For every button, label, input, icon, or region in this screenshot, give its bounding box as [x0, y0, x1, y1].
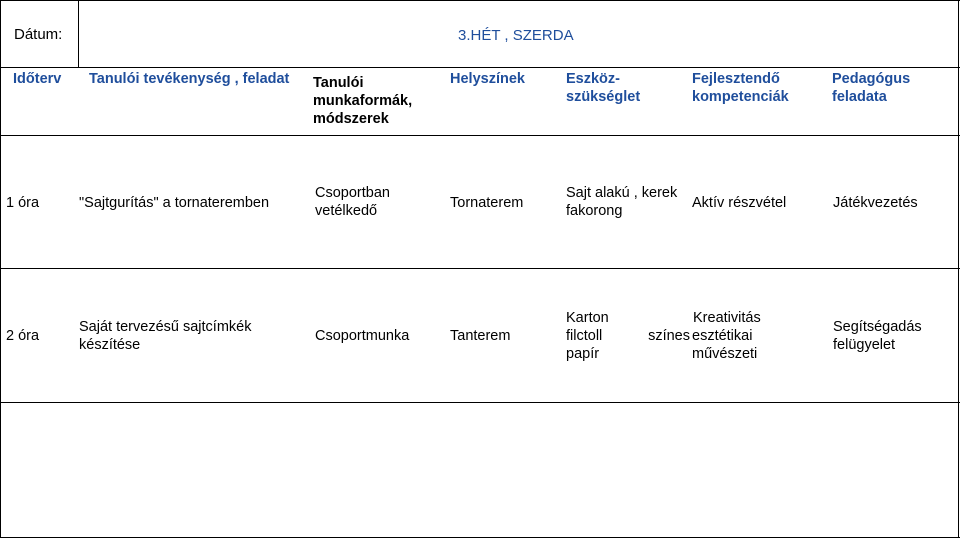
date-label: Dátum: — [14, 26, 63, 43]
table-line-after-title — [0, 67, 960, 68]
col-header-time: Időterv — [13, 71, 62, 87]
table-border-bottom — [0, 537, 960, 538]
page-title: 3.HÉT , SZERDA — [458, 27, 574, 44]
table-border-right — [958, 0, 959, 538]
col-header-teacher: Pedagógus feladata — [832, 71, 911, 105]
row1-tools: Sajt alakú , kerek fakorong — [566, 185, 678, 219]
date-divider — [78, 0, 79, 67]
row2-tools: Karton filctoll színes papír — [566, 310, 690, 362]
table-border-left — [0, 0, 1, 538]
col-header-location: Helyszínek — [450, 71, 525, 87]
row2-teacher: Segítségadás felügyelet — [833, 319, 922, 353]
row1-activity: "Sajtgurítás" a tornateremben — [79, 195, 270, 211]
row2-competence: Kreativitás esztétikai művészeti — [692, 310, 761, 362]
table-line-after-header — [0, 135, 960, 136]
row1-teacher: Játékvezetés — [833, 195, 918, 211]
row1-workform: Csoportban vetélkedő — [315, 185, 390, 219]
row2-workform: Csoportmunka — [315, 328, 410, 344]
row1-competence: Aktív részvétel — [692, 195, 787, 211]
col-header-tools: Eszköz- szükséglet — [566, 71, 641, 105]
col-header-workform: Tanulói munkaformák, módszerek — [313, 75, 413, 127]
col-header-activity: Tanulói tevékenység , feladat — [89, 71, 290, 87]
table-border-top — [0, 0, 960, 1]
col-header-competence: Fejlesztendő kompetenciák — [692, 71, 789, 105]
row2-location: Tanterem — [450, 328, 511, 344]
table-line-after-row1 — [0, 268, 960, 269]
row2-time: 2 óra — [6, 328, 40, 344]
row2-activity: Saját tervezésű sajtcímkék készítése — [79, 319, 252, 353]
row1-location: Tornaterem — [450, 195, 524, 211]
table-line-after-row2 — [0, 402, 960, 403]
row1-time: 1 óra — [6, 195, 40, 211]
